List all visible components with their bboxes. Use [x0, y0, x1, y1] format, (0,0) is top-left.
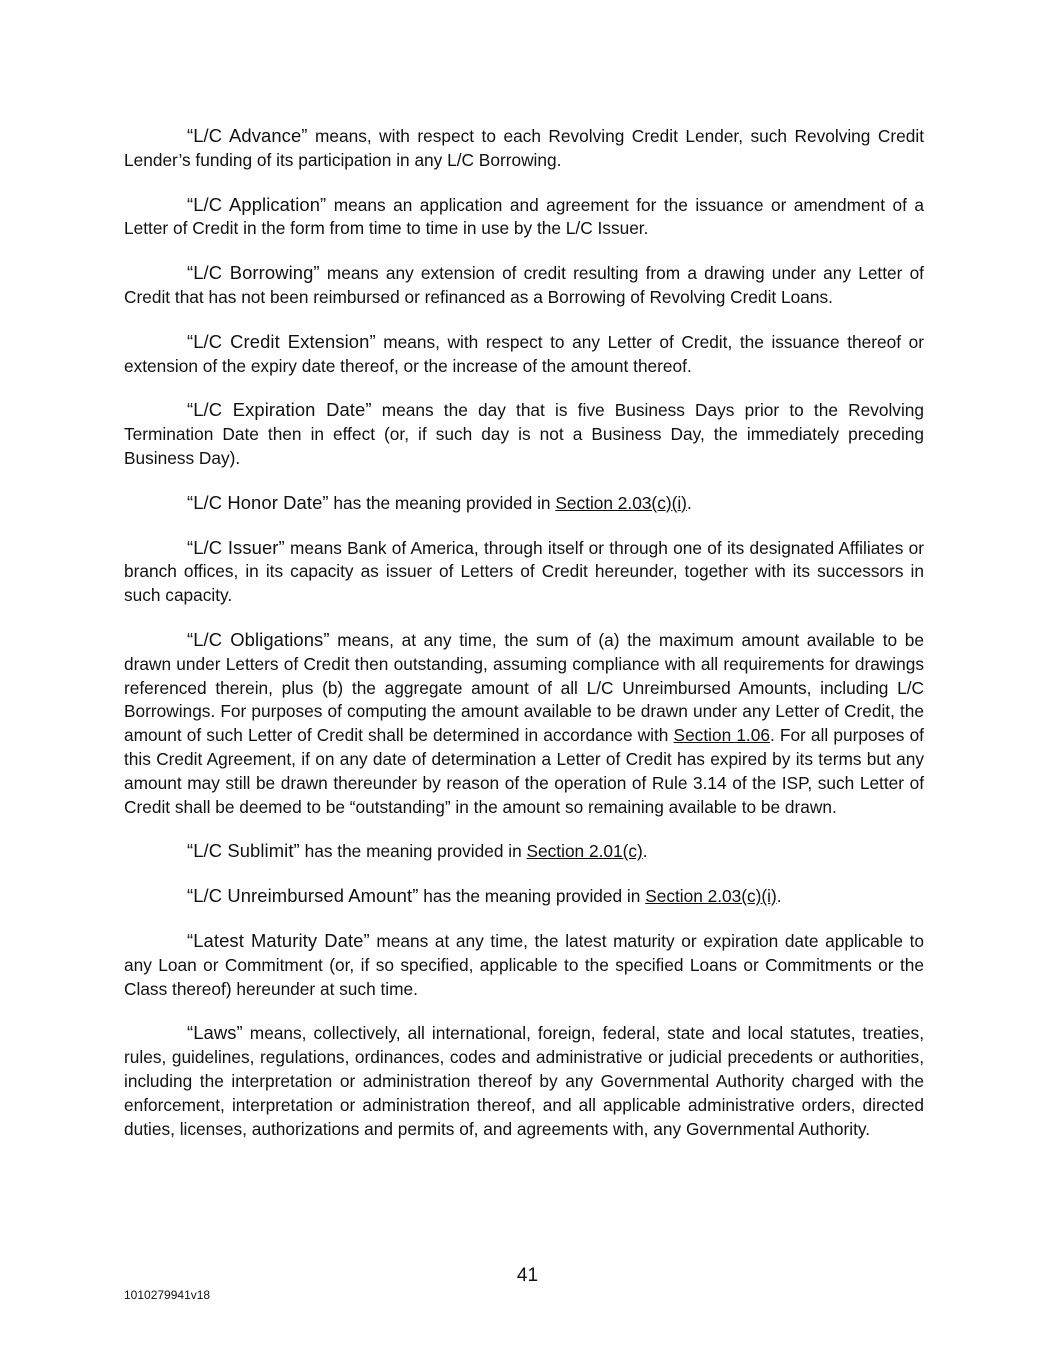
definition-lc-credit-extension — [124, 330, 924, 379]
defined-term: “L/C Issuer” — [187, 536, 285, 558]
definition-text: means the day that is five Business Days prior to the Revolving Termination Date then in effect (or, if such day is not a Business Day, the immediately preceding Business Day). — [124, 400, 924, 468]
defined-term: “L/C Obligations” — [187, 628, 330, 650]
defined-term: “L/C Sublimit” — [187, 840, 300, 862]
definition-text: means an application and agreement for the issuance or amendment of a Letter of Credit in the form from time to time in use by the L/C Issuer. — [124, 194, 924, 239]
definition-text: means, with respect to each Revolving Credit Lender, such Revolving Credit Lender’s funding of its participation in any L/C Borrowing. — [124, 126, 924, 170]
definition-text: has the meaning provided in — [328, 492, 556, 513]
definition-latest-maturity-date — [124, 929, 924, 1001]
definition-text-tail: . — [642, 841, 648, 862]
definition-text-tail: . For all purposes of this Credit Agreement, if on any date of determination a Letter of Credit has expired by its terms but any amount may still be drawn thereunder by reason of the operation of Rule 3.14 of the ISP, such Letter of Credit shall be deemed to be “outstanding” in the amount so remaining available to be drawn. — [124, 725, 924, 817]
defined-term: “L/C Unreimbursed Amount” — [187, 885, 419, 907]
definition-lc-application — [124, 193, 924, 242]
definition-text-tail: . — [776, 886, 782, 907]
definition-lc-unreimbursed-amount — [124, 884, 924, 909]
definition-lc-issuer — [124, 536, 924, 608]
definition-lc-advance — [124, 124, 924, 173]
definition-lc-expiration-date — [124, 398, 924, 470]
definitions-body — [124, 124, 924, 1161]
defined-term: “L/C Borrowing” — [187, 262, 320, 284]
definition-text: has the meaning provided in — [299, 841, 527, 862]
definition-text: has the meaning provided in — [418, 886, 646, 907]
defined-term: “Latest Maturity Date” — [187, 929, 370, 951]
definition-text: means, at any time, the sum of (a) the maximum amount available to be drawn under Letters of Credit then outstanding, assuming compliance with all requirements for drawings referenced therein, plus (b) the aggregate amount of all L/C Unreimbursed Amounts, including L/C Borrowings. For purposes of computing the amount available to be drawn under any Letter of Credit, the amount of such Letter of Credit shall be determined in accordance with — [124, 629, 924, 746]
defined-term: “L/C Honor Date” — [187, 491, 329, 513]
defined-term: “L/C Credit Extension” — [187, 330, 376, 352]
definition-lc-obligations — [124, 628, 924, 819]
definition-text: means, collectively, all international, foreign, federal, state and local statutes, treaties, rules, guidelines, regulations, ordinances, codes and administrative or judicial precedents or authorities, including the interpretation or administration thereof by any Governmental Authority charged with the enforcement, interpretation or administration thereof, and all applicable administrative orders, directed duties, licenses, authorizations and permits of, and agreements with, any Governmental Authority. — [124, 1023, 924, 1139]
definition-text: means, with respect to any Letter of Credit, the issuance thereof or extension of the expiry date thereof, or the increase of the amount thereof. — [124, 331, 924, 376]
definition-text: means Bank of America, through itself or through one of its designated Affiliates or branch offices, in its capacity as issuer of Letters of Credit hereunder, together with its successors in such capacity. — [124, 537, 924, 606]
defined-term: “Laws” — [187, 1022, 243, 1044]
definition-text: means at any time, the latest maturity or expiration date applicable to any Loan or Commitment (or, if so specified, applicable to the specified Loans or Commitments or the Class thereof) hereunder at such time. — [124, 930, 924, 999]
definition-text: means any extension of credit resulting from a drawing under any Letter of Credit that has not been reimbursed or refinanced as a Borrowing of Revolving Credit Loans. — [124, 263, 924, 307]
page-number: 41 — [516, 1265, 539, 1286]
defined-term: “L/C Application” — [187, 193, 327, 215]
section-reference: Section 2.03(c)(i) — [555, 492, 687, 513]
definition-lc-sublimit — [124, 839, 924, 864]
section-reference: Section 2.03(c)(i) — [645, 886, 777, 907]
section-reference: Section 2.01(c) — [526, 841, 643, 862]
defined-term: “L/C Expiration Date” — [187, 399, 372, 421]
defined-term: “L/C Advance” — [187, 125, 308, 146]
section-reference: Section 1.06 — [673, 725, 770, 746]
definition-lc-honor-date — [124, 491, 924, 516]
definition-laws — [124, 1021, 924, 1141]
document-id: 1010279941v18 — [124, 1288, 211, 1302]
definition-text-tail: . — [686, 492, 692, 513]
definition-lc-borrowing — [124, 261, 924, 310]
